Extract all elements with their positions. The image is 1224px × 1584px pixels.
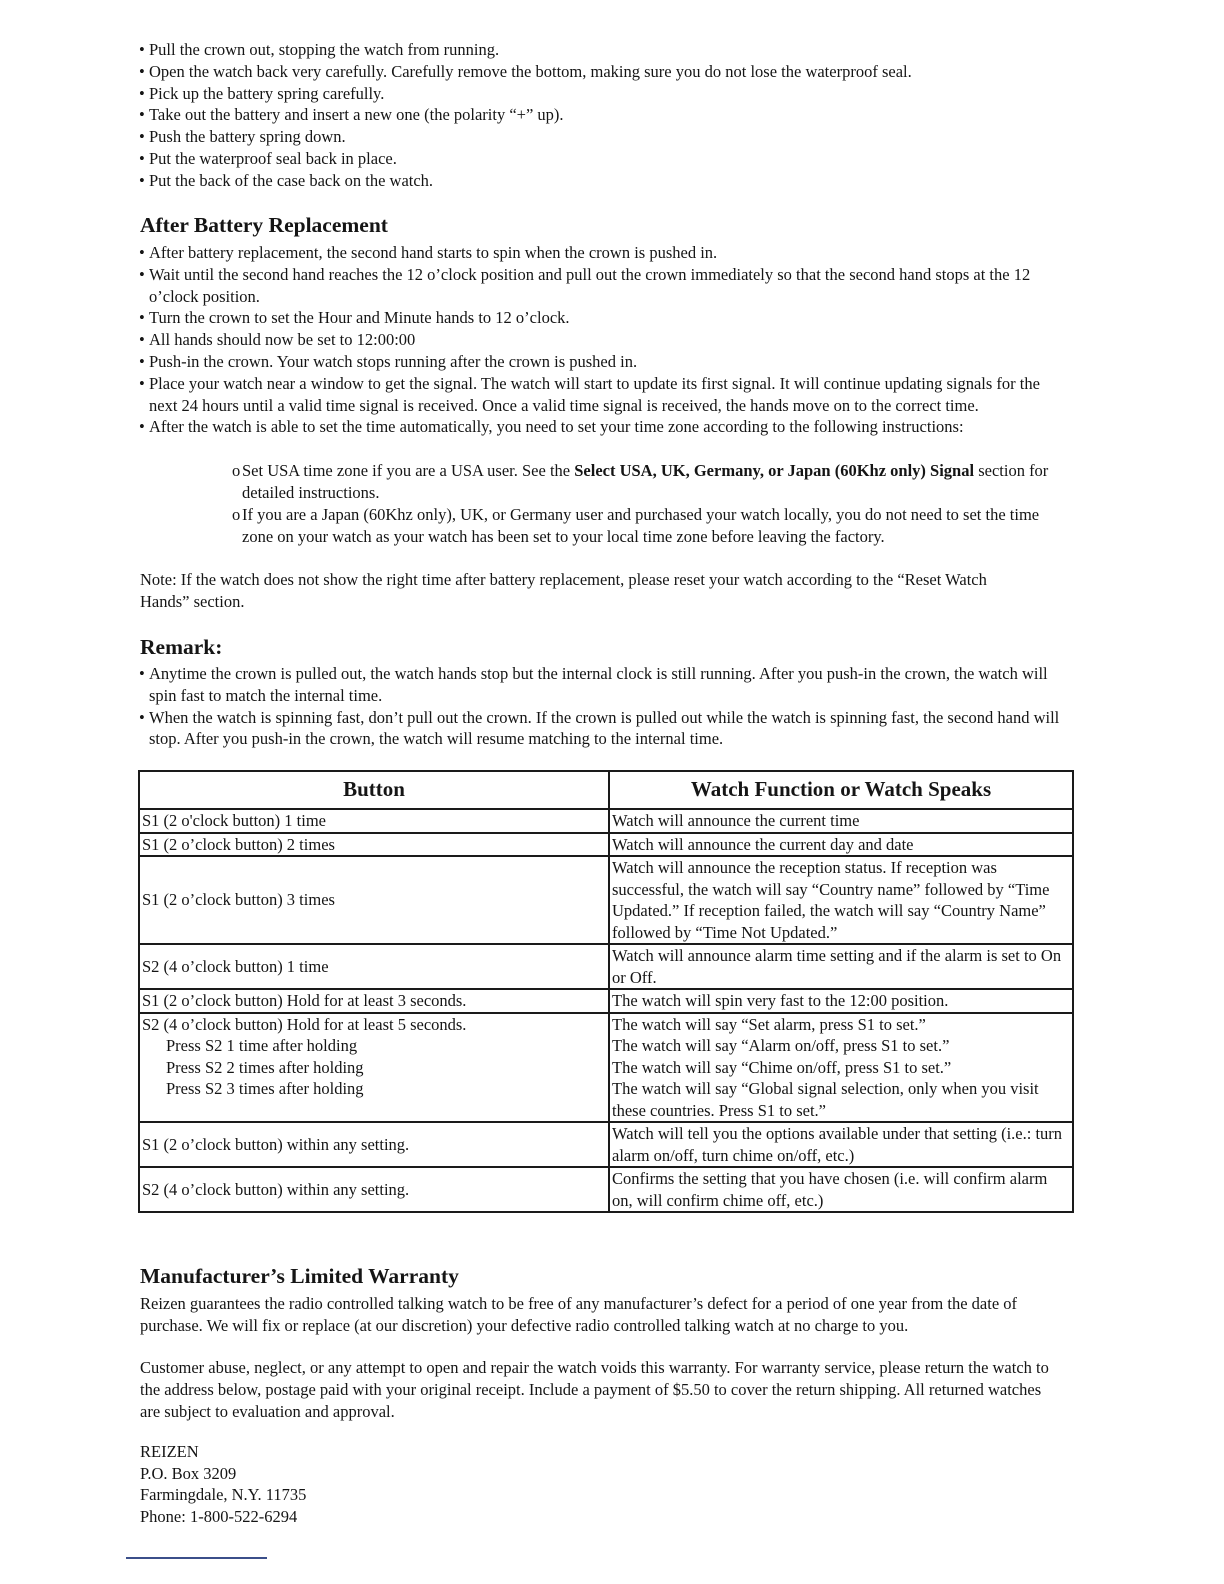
button-cell: S1 (2 o’clock button) 2 times [139, 833, 609, 857]
signal-section-link-text: Select USA, UK, Germany, or Japan (60Khz only) Signal [574, 461, 975, 480]
list-item: • After battery replacement, the second hand starts to spin when the crown is pushed in. [140, 242, 1070, 264]
function-cell: Watch will announce the current day and date [609, 833, 1073, 857]
button-cell: S2 (4 o’clock button) within any setting. [139, 1167, 609, 1212]
remark-list [140, 663, 1076, 750]
list-item: • Pick up the battery spring carefully. [140, 83, 1080, 105]
button-cell: S2 (4 o’clock button) Hold for at least 5 seconds. Press S2 1 time after holding Press S2 2 times after holding Press S2 3 times after holding [139, 1013, 609, 1123]
button-cell: S1 (2 o’clock button) Hold for at least 3 seconds. [139, 989, 609, 1013]
sub-list-item: o Set USA time zone if you are a USA user. See the Select USA, UK, Germany, or Japan (60Khz only) Signal section for detailed instructions. [232, 461, 1049, 502]
list-item: • Place your watch near a window to get the signal. The watch will start to update its first signal. It will continue updating signals for the next 24 hours until a valid time signal is received. Once a valid time signal is received, the hands move on to the correct time. [140, 373, 1070, 417]
table-row [139, 1013, 1073, 1123]
list-item: • When the watch is spinning fast, don’t pull out the crown. If the crown is pulled out while the watch is spinning fast, the second hand will stop. After you push-in the crown, the watch will resume matching to the internal time. [140, 707, 1076, 751]
battery-steps-list [140, 39, 1080, 192]
list-item: • Turn the crown to set the Hour and Minute hands to 12 o’clock. [140, 307, 1070, 329]
table-row [139, 944, 1073, 989]
function-cell: The watch will spin very fast to the 12:00 position. [609, 989, 1073, 1013]
address-company: REIZEN [140, 1442, 199, 1461]
warranty-paragraph-1: Reizen guarantees the radio controlled talking watch to be free of any manufacturer’s defect for a period of one year from the date of purchase. We will fix or replace (at our discretion) your defective radio controlled talking watch at no charge to you. [140, 1294, 1018, 1335]
table-row [139, 1167, 1073, 1212]
sub-marker: o [232, 461, 241, 480]
button-function-table [138, 770, 1074, 1213]
column-header-button: Button [139, 771, 609, 809]
list-item: • Put the back of the case back on the watch. [140, 170, 1080, 192]
battery-note: Note: If the watch does not show the right time after battery replacement, please reset your watch according to the “Reset Watch Hands” section. [140, 570, 987, 611]
table-row [139, 856, 1073, 944]
warranty-heading: Manufacturer’s Limited Warranty [140, 1264, 459, 1288]
mailing-address [140, 1441, 1080, 1527]
remark-heading: Remark: [140, 635, 223, 659]
list-item: • Wait until the second hand reaches the 12 o’clock position and pull out the crown immediately so that the second hand stops at the 12 o’clock position. [140, 264, 1070, 308]
address-phone: Phone: 1-800-522-6294 [140, 1506, 298, 1526]
table-row [139, 833, 1073, 857]
button-cell: S2 (4 o’clock button) 1 time [139, 944, 609, 989]
table-row [139, 1122, 1073, 1167]
list-item: • Put the waterproof seal back in place. [140, 148, 1080, 170]
address-city: Farmingdale, N.Y. 11735 [140, 1485, 307, 1505]
list-item: • Push the battery spring down. [140, 126, 1080, 148]
sub-marker: o [232, 505, 241, 524]
after-battery-list [140, 242, 1070, 438]
list-item: • Push-in the crown. Your watch stops running after the crown is pushed in. [140, 351, 1070, 373]
function-cell: Watch will announce the current time [609, 809, 1073, 833]
list-item: • Open the watch back very carefully. Carefully remove the bottom, making sure you do not lose the waterproof seal. [140, 61, 1080, 83]
table-row [139, 989, 1073, 1013]
function-cell: Watch will announce the reception status. If reception was successful, the watch will say “Country name” followed by “Time Updated.” If reception failed, the watch will say “Country Name” followed by “Time Not Updated.” [609, 856, 1073, 944]
table-row [139, 809, 1073, 833]
address-po-box: P.O. Box 3209 [140, 1463, 237, 1483]
button-cell: S1 (2 o'clock button) 1 time [139, 809, 609, 833]
footer-rule [126, 1557, 267, 1559]
time-zone-sublist [140, 460, 1070, 548]
function-cell: The watch will say “Set alarm, press S1 to set.” The watch will say “Alarm on/off, press S1 to set.” The watch will say “Chime on/off, press S1 to set.” The watch will say “Global signal selection, only when you visit these countries. Press S1 to set.” [609, 1013, 1073, 1123]
button-cell: S1 (2 o’clock button) within any setting. [139, 1122, 609, 1167]
list-item: • All hands should now be set to 12:00:00 [140, 329, 1070, 351]
list-item: • Take out the battery and insert a new one (the polarity “+” up). [140, 104, 1080, 126]
warranty-paragraph-2: Customer abuse, neglect, or any attempt to open and repair the watch voids this warranty. For warranty service, please return the watch to the address below, postage paid with your original receipt. Include a payment of $5.50 to cover the return shipping. All returned watches are subject to evaluation and approval. [140, 1358, 1049, 1421]
list-item: • Anytime the crown is pulled out, the watch hands stop but the internal clock is still running. After you push-in the crown, the watch will spin fast to match the internal time. [140, 663, 1076, 707]
list-item: • After the watch is able to set the time automatically, you need to set your time zone according to the following instructions: [140, 416, 1070, 438]
function-cell: Confirms the setting that you have chosen (i.e. will confirm alarm on, will confirm chime off, etc.) [609, 1167, 1073, 1212]
function-cell: Watch will tell you the options available under that setting (i.e.: turn alarm on/off, turn chime on/off, etc.) [609, 1122, 1073, 1167]
function-cell: Watch will announce alarm time setting and if the alarm is set to On or Off. [609, 944, 1073, 989]
list-item: • Pull the crown out, stopping the watch from running. [140, 39, 1080, 61]
after-battery-heading: After Battery Replacement [140, 213, 388, 237]
button-cell: S1 (2 o’clock button) 3 times [139, 856, 609, 944]
table-header-row [139, 771, 1073, 809]
sub-list-item: o If you are a Japan (60Khz only), UK, or Germany user and purchased your watch locally, you do not need to set the time zone on your watch as your watch has been set to your local time zone before leaving the factory. [232, 505, 1040, 546]
column-header-function: Watch Function or Watch Speaks [609, 771, 1073, 809]
